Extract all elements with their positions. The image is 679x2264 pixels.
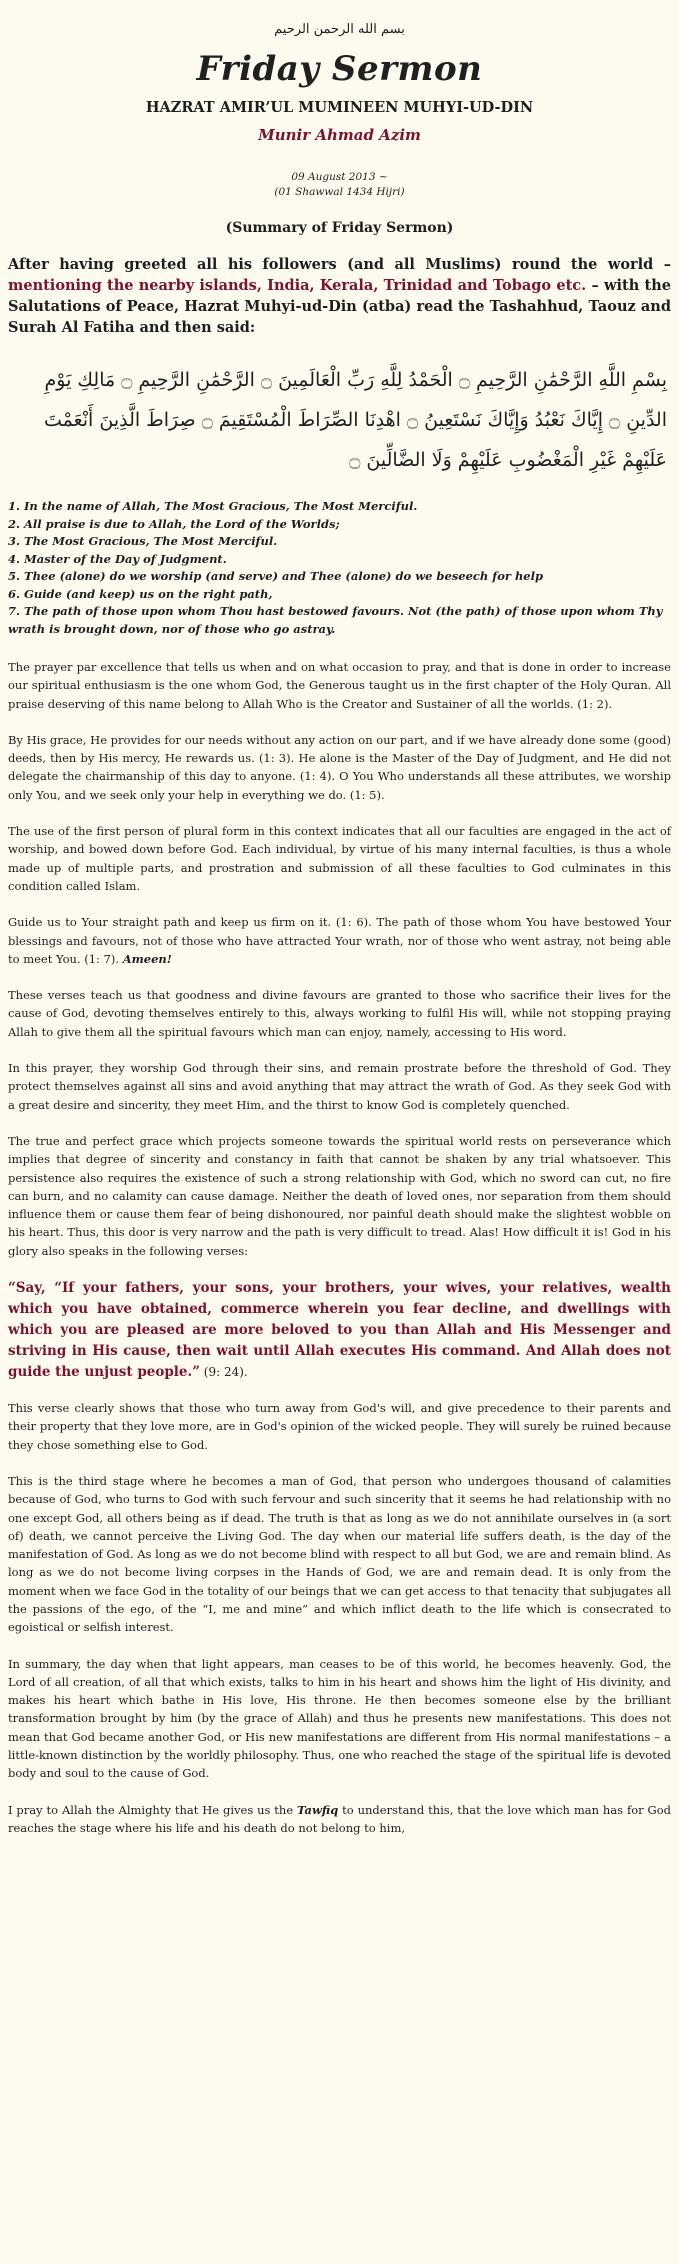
- body-paragraph: The true and perfect grace which projects someone towards the spiritual world rests on perseverance which implies that degree of sincerity and constancy in faith that cannot be shaken by any trial whatsoever. This persistence also requires the existence of such a strong relationship with God, which no sword can cut, no fire can burn, and no calamity can cause damage. Neither the death of loved ones, nor separation from them should influence them or cause them fear of being dishonoured, nor painful death should make the slightest wobble on his heart. Thus, this door is very narrow and the path is very difficult to tread. Alas! How difficult it is! God in his glory also speaks in the following verses:: [8, 1133, 671, 1258]
- intro-highlight: mentioning the nearby islands, India, Kerala, Trinidad and Tobago etc.: [8, 277, 587, 294]
- verse-line: 2. All praise is due to Allah, the Lord of the Worlds;: [8, 516, 340, 531]
- tawfiq-term: Tawfiq: [297, 1802, 339, 1817]
- bismillah-heading: بسم الله الرحمن الرحيم: [274, 22, 405, 37]
- quran-quote: [8, 1278, 671, 1383]
- body-paragraph: In this prayer, they worship God through their sins, and remain prostrate before the threshold of God. They protect themselves against all sins and avoid anything that may attract the wrath of God. As they seek God with a great desire and sincerity, they meet Him, and the thirst to know God is completely quenched.: [8, 1061, 671, 1112]
- date-hijri: (01 Shawwal 1434 Hijri): [274, 186, 405, 198]
- body-paragraph: This verse clearly shows that those who turn away from God's will, and give precedence to their parents and their property that they love more, are in God's opinion of the wicked people. They will surely be ruined because they chose something else to God.: [8, 1401, 671, 1452]
- body-paragraph: [8, 913, 671, 968]
- verse-line: 1. In the name of Allah, The Most Gracious, The Most Merciful.: [8, 499, 418, 513]
- author-name: Munir Ahmad Azim: [258, 126, 421, 144]
- body-paragraph: By His grace, He provides for our needs without any action on our part, and if we have already done some (good) deeds, then by His mercy, He rewards us. (1: 3). He alone is the Master of the Day of Judgment, and He did not delegate the chairmanship of this day to anyone. (1: 4). O You Who understands all these attributes, we worship only You, and we seek only your help in everything we do. (1: 5).: [8, 732, 671, 802]
- intro-text-1: After having greeted all his followers (and all Muslims) round the world –: [8, 256, 671, 273]
- summary-label: (Summary of Friday Sermon): [225, 220, 454, 236]
- verse-line: 7. The path of those upon whom Thou hast bestowed favours. Not (the path) of those upon whom Thy wrath is brought down, nor of those who go astray.: [8, 604, 663, 636]
- quote-reference: (9: 24).: [199, 1365, 248, 1380]
- paragraph-text: to understand this, that the love which man has for God reaches the stage where his life and his death do not belong to him,: [8, 1802, 671, 1835]
- verse-line: 4. Master of the Day of Judgment.: [8, 551, 227, 566]
- verse-line: 3. The Most Gracious, The Most Merciful.: [8, 534, 278, 548]
- body-paragraph: In summary, the day when that light appears, man ceases to be of this world, he becomes heavenly. God, the Lord of all creation, of all that which exists, talks to him in his heart and shows him the light of His divinity, and makes his heart which bathe in His love, His throne. He then becomes someone else by the brilliant transformation brought by him (by the grace of Allah) and thus he presents new manifestations. This does not mean that God became another God, or His new manifestations are different from His normal manifestations – a little-known distinction by the worldly philosophy. Thus, one who reached the stage of the spiritual life is devoted body and soul to the cause of God.: [8, 1656, 671, 1781]
- verse-line: 5. Thee (alone) do we worship (and serve) and Thee (alone) do we beseech for help: [8, 569, 544, 583]
- intro-paragraph: [8, 254, 671, 338]
- ameen-text: Ameen!: [122, 951, 172, 966]
- paragraph-text: Guide us to Your straight path and keep us firm on it. (1: 6). The path of those whom You have bestowed Your blessings and favours, not of those who have attracted Your wrath, nor of those who went astray, not being able to meet You. (1: 7).: [8, 915, 671, 966]
- sermon-title: Friday Sermon: [196, 49, 483, 89]
- body-paragraph: The prayer par excellence that tells us when and on what occasion to pray, and that is done in order to increase our spiritual enthusiasm is the one whom God, the Generous taught us in the first chapter of the Holy Quran. All praise deserving of this name belong to Allah Who is the Creator and Sustainer of all the worlds. (1: 2).: [8, 660, 671, 711]
- body-paragraph: These verses teach us that goodness and divine favours are granted to those who sacrifice their lives for the cause of God, devoting themselves entirely to this, always working to fulfil His will, while not stopping praying Allah to give them all the spiritual favours which man can enjoy, namely, accessing to His word.: [8, 988, 671, 1039]
- sermon-dates: [8, 170, 671, 200]
- intro-text-2: – with the Salutations of Peace, Hazrat Muhyi-ud-Din (atba) read the Tashahhud, Taouz and Surah Al Fatiha and then said:: [8, 277, 671, 336]
- date-gregorian: 09 August 2013 ~: [291, 171, 388, 183]
- body-paragraph: The use of the first person of plural form in this context indicates that all our faculties are engaged in the act of worship, and bowed down before God. Each individual, by virtue of his many internal faculties, is thus a whole made up of multiple parts, and prostration and submission of all these faculties to God culminates in this condition called Islam.: [8, 824, 671, 893]
- body-paragraph: [8, 1801, 671, 1838]
- paragraph-text: I pray to Allah the Almighty that He gives us the: [8, 1802, 298, 1817]
- caliph-name: HAZRAT AMIR’UL MUMINEEN MUHYI-UD-DIN: [145, 99, 534, 116]
- verse-line: 6. Guide (and keep) us on the right path,: [8, 586, 273, 601]
- body-paragraph: This is the third stage where he becomes a man of God, that person who undergoes thousand of calamities because of God, who turns to God with such fervour and such sincerity that it seems he had relationship with no one except God, all others being as if dead. The truth is that as long as we do not annihilate ourselves in (a sort of) death, we cannot perceive the Living God. The day when our material life suffers death, is the day of the manifestation of God. As long as we do not become blind with respect to all but God, we are and remain blind. As long as we do not become living corpses in the Hands of God, we are and remain dead. It is only from the moment when we face God in the totality of our beings that we can get access to that tenacity that subjugates all the passions of the ego, of the “I, me and mine” and which inflict death to the life which is consecrated to egoistical or selfish interest.: [8, 1473, 671, 1635]
- fatiha-translation: [8, 498, 671, 638]
- quote-text: “Say, “If your fathers, your sons, your brothers, your wives, your relatives, wealth which you have obtained, commerce wherein you fear decline, and dwellings with which you are pleased are more beloved to you than Allah and His Messenger and striving in His cause, then wait until Allah executes His command. And Allah does not guide the unjust people.”: [8, 1280, 671, 1381]
- fatiha-arabic-text: بِسْمِ اللَّهِ الرَّحْمَٰنِ الرَّحِيمِ ۝ الْحَمْدُ لِلَّهِ رَبِّ الْعَالَمِينَ ۝ الرَّحْمَٰنِ الرَّحِيمِ ۝ مَالِكِ يَوْمِ الدِّينِ ۝ إِيَّاكَ نَعْبُدُ وَإِيَّاكَ نَسْتَعِينُ ۝ اهْدِنَا الصِّرَاطَ الْمُسْتَقِيمَ ۝ صِرَاطَ الَّذِينَ أَنْعَمْتَ عَلَيْهِمْ غَيْرِ الْمَغْضُوبِ عَلَيْهِمْ وَلَا الضَّالِّينَ ۝: [43, 369, 667, 471]
